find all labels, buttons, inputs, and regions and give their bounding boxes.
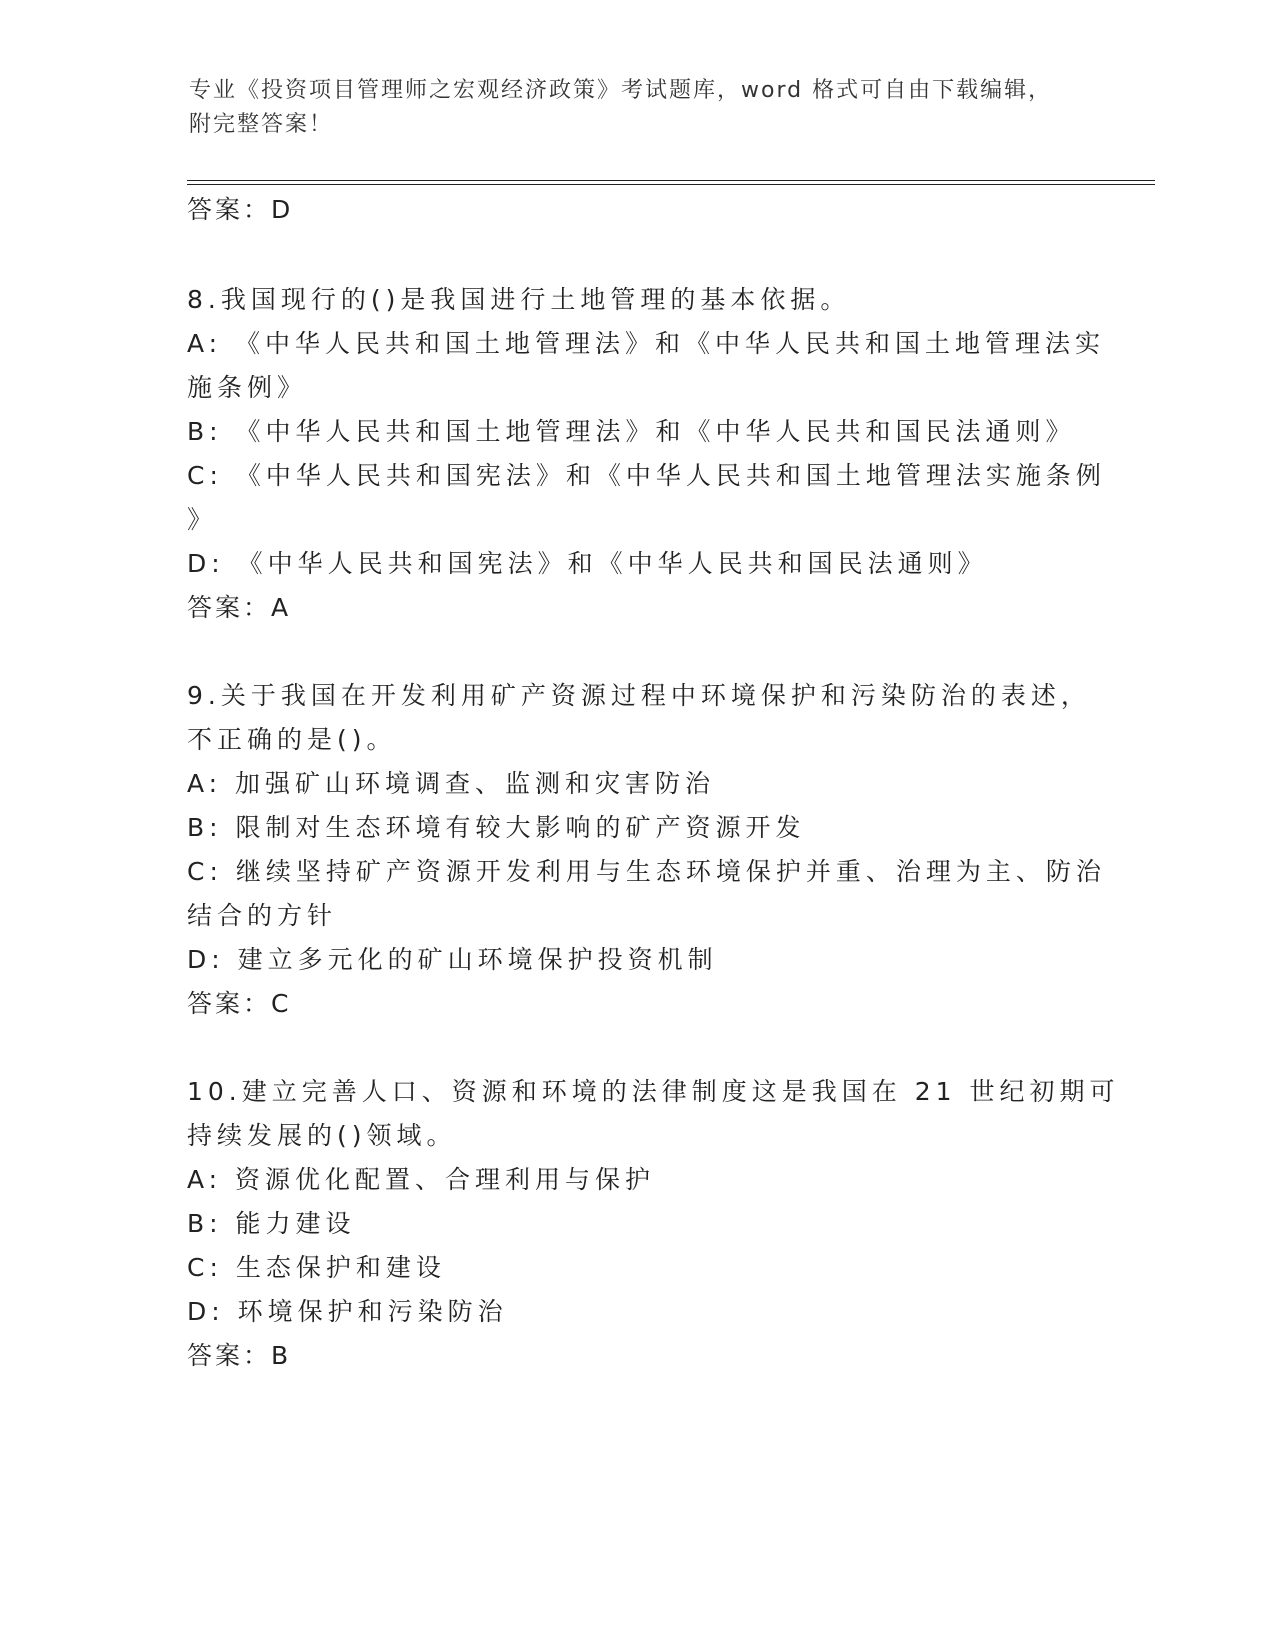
q9-stem-line-2: 不正确的是()。 (187, 725, 397, 754)
q10-answer: 答案：B (187, 1341, 292, 1370)
q10-option-b: B: 能力建设 (187, 1209, 356, 1238)
q10-stem-line-1: 10.建立完善人口、资源和环境的法律制度这是我国在 21 世纪初期可 (187, 1077, 1120, 1106)
q8-option-a-line-1: A: 《中华人民共和国土地管理法》和《中华人民共和国土地管理法实 (187, 329, 1106, 358)
header-line-1: 专业《投资项目管理师之宏观经济政策》考试题库，word 格式可自由下载编辑， (189, 78, 1053, 103)
q10-option-d: D: 环境保护和污染防治 (187, 1297, 508, 1326)
header-divider-bottom (187, 184, 1155, 185)
q8-answer: 答案：A (187, 593, 292, 622)
q9-stem-line-1: 9.关于我国在开发利用矿产资源过程中环境保护和污染防治的表述， (187, 681, 1091, 710)
q8-option-d: D: 《中华人民共和国宪法》和《中华人民共和国民法通则》 (187, 549, 988, 578)
q8-option-c-line-2: 》 (187, 505, 218, 534)
q9-option-b: B: 限制对生态环境有较大影响的矿产资源开发 (187, 813, 806, 842)
q9-answer: 答案：C (187, 989, 292, 1018)
q8-option-b: B: 《中华人民共和国土地管理法》和《中华人民共和国民法通则》 (187, 417, 1076, 446)
q8-option-a-line-2: 施条例》 (187, 373, 308, 402)
q8-stem-line-1: 8.我国现行的()是我国进行土地管理的基本依据。 (187, 285, 851, 314)
q10-option-c: C: 生态保护和建设 (187, 1253, 446, 1282)
q9-option-c-line-1: C: 继续坚持矿产资源开发利用与生态环境保护并重、治理为主、防治 (187, 857, 1106, 886)
q8-option-c-line-1: C: 《中华人民共和国宪法》和《中华人民共和国土地管理法实施条例 (187, 461, 1106, 490)
header-line-2: 附完整答案！ (189, 112, 334, 137)
document-header (189, 74, 1069, 142)
q9-option-d: D: 建立多元化的矿山环境保护投资机制 (187, 945, 718, 974)
header-divider-top (187, 180, 1155, 181)
q10-option-a: A: 资源优化配置、合理利用与保护 (187, 1165, 656, 1194)
q9-option-c-line-2: 结合的方针 (187, 901, 338, 930)
previous-answer: 答案：D (187, 195, 294, 224)
q9-option-a: A: 加强矿山环境调查、监测和灾害防治 (187, 769, 716, 798)
q10-stem-line-2: 持续发展的()领域。 (187, 1121, 457, 1150)
